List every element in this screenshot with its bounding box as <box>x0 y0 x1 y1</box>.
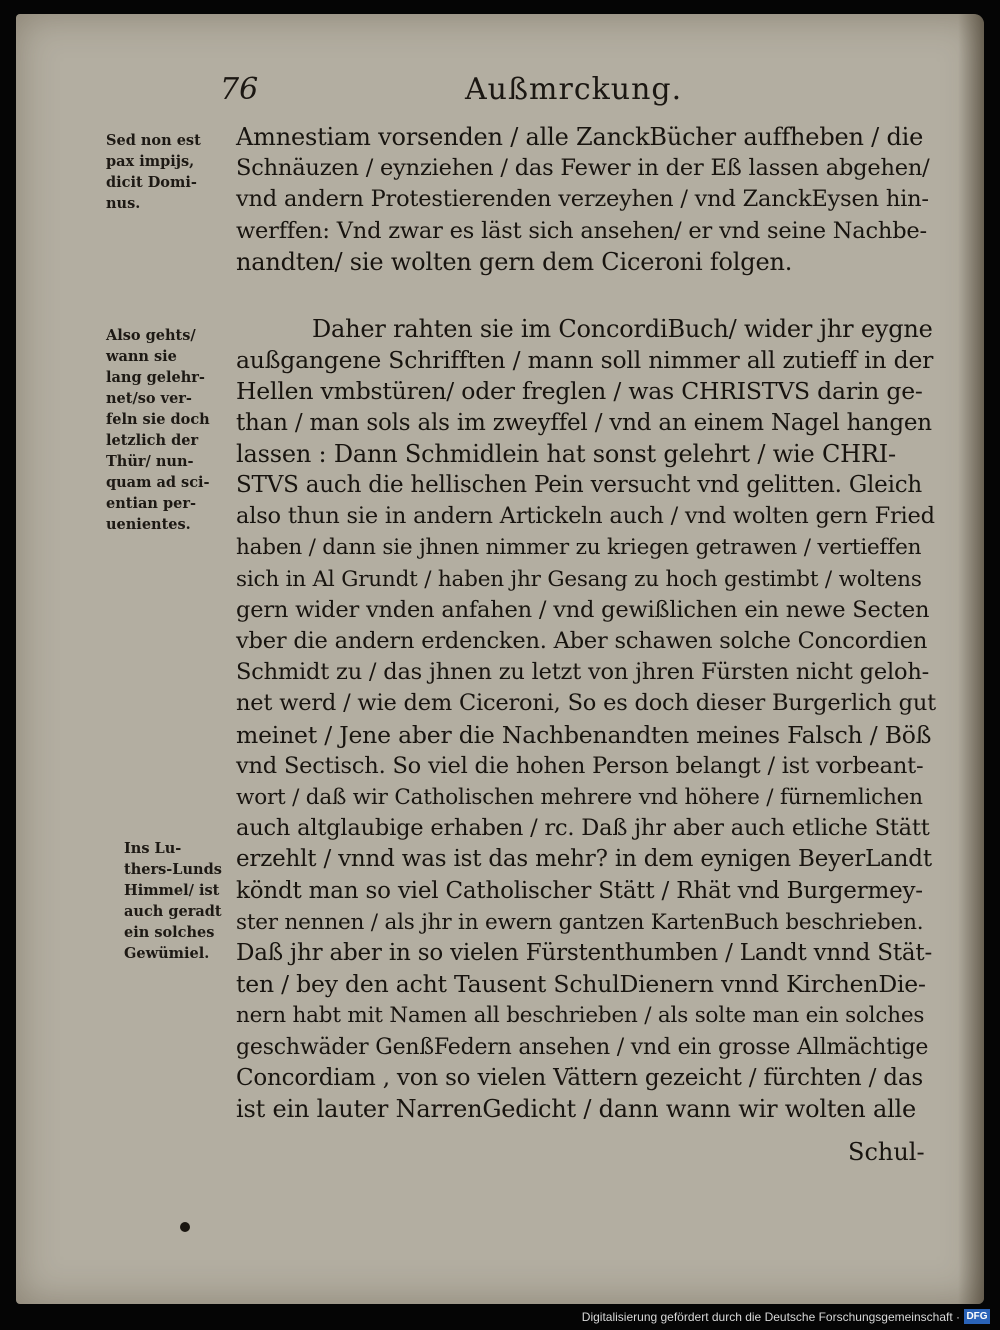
text-line: wort / daß wir Catholischen mehrere vnd höhere / fürnemlichen <box>236 785 923 811</box>
text-line: köndt man so viel Catholischer Stätt / Rhät vnd Burgermey- <box>236 877 923 904</box>
text-line: geschwäder GenßFedern ansehen / vnd ein grosse Allmächtige <box>236 1034 929 1060</box>
dfg-logo-icon: DFG <box>964 1309 990 1324</box>
catchword: Schul- <box>848 1138 925 1166</box>
margin-note-line: ein solches <box>124 924 215 941</box>
margin-note-line: quam ad sci- <box>106 474 210 491</box>
text-line: vnd andern Protestierenden verzeyhen / vnd ZanckEysen hin- <box>236 186 929 213</box>
margin-note-line: Himmel/ ist <box>124 882 220 899</box>
margin-note-1 <box>106 130 244 214</box>
text-line: nern habt mit Namen all beschrieben / als solte man ein solches <box>236 1003 925 1029</box>
margin-note-line: Ins Lu- <box>124 840 182 857</box>
text-line: vber die andern erdencken. Aber schawen solche Concordien <box>236 628 928 655</box>
text-line: vnd Sectisch. So viel die hohen Person belangt / ist vorbeant- <box>236 752 924 779</box>
text-line: ster nennen / als jhr in ewern gantzen KartenBuch beschrieben. <box>236 909 924 935</box>
text-line: Schmidt zu / das jhnen zu letzt von jhren Fürsten nicht geloh- <box>236 659 930 686</box>
margin-note-line: uenientes. <box>106 516 191 533</box>
text-line: net werd / wie dem Ciceroni, So es doch dieser Burgerlich gut <box>236 690 936 717</box>
margin-note-line: thers-Lunds <box>124 861 222 878</box>
text-line: ist ein lauter NarrenGedicht / dann wann wir wolten alle <box>236 1095 917 1124</box>
margin-note-line: entian per- <box>106 495 196 512</box>
text-line: ten / bey den acht Tausent SchulDienern vnnd KirchenDie- <box>236 970 926 999</box>
text-line: meinet / Jene aber die Nachbenandten meines Falsch / Böß <box>236 720 932 749</box>
text-line: Daß jhr aber in so vielen Fürstenthumben / Landt vnnd Stät- <box>236 940 933 967</box>
margin-note-line: feln sie doch <box>106 411 210 428</box>
margin-note-line: letzlich der <box>106 432 199 449</box>
body-paragraph-2 <box>236 314 936 1125</box>
page-edge-shadow <box>958 14 984 1304</box>
margin-note-line: Gewümiel. <box>124 945 210 962</box>
margin-note-line: Also gehts/ <box>106 327 196 344</box>
text-line: Hellen vmbstüren/ oder freglen / was CHRISTVS darin ge- <box>236 377 923 406</box>
text-line: Concordiam , von so vielen Vättern gezeicht / fürchten / das <box>236 1064 923 1091</box>
text-line: sich in Al Grundt / haben jhr Gesang zu hoch gestimbt / woltens <box>236 566 922 592</box>
text-line: also thun sie in andern Artickeln auch / vnd wolten gern Fried <box>236 503 935 530</box>
margin-note-line: nus. <box>106 195 141 212</box>
margin-note-line: lang gelehr- <box>106 369 205 386</box>
text-line: Schnäuzen / eynziehen / das Fewer in der Eß lassen abgehen/ <box>236 155 930 182</box>
footer-credit: Digitalisierung gefördert durch die Deutsche Forschungsgemeinschaft · <box>581 1310 960 1324</box>
text-line: gern wider vnden anfahen / vnd gewißlichen ein newe Secten <box>236 596 930 623</box>
page-hole-mark <box>180 1222 190 1232</box>
margin-note-line: Thür/ nun- <box>106 453 194 470</box>
page-number: 76 <box>220 72 259 107</box>
margin-note-line: pax impijs, <box>106 153 195 170</box>
text-line: erzehlt / vnnd was ist das mehr? in dem eynigen BeyerLandt <box>236 846 932 873</box>
margin-note-line: dicit Domi- <box>106 174 197 191</box>
margin-note-line: auch geradt <box>124 903 222 920</box>
text-line: lassen : Dann Schmidlein hat sonst gelehrt / wie CHRI- <box>236 439 896 468</box>
text-line: Amnestiam vorsenden / alle ZanckBücher auffheben / die <box>236 123 924 151</box>
text-line: außgangene Schrifften / mann soll nimmer all zutieff in der <box>236 346 934 375</box>
running-title: Außmrckung. <box>465 72 683 107</box>
margin-note-line: Sed non est <box>106 132 201 149</box>
text-line: nandten/ sie wolten gern dem Ciceroni folgen. <box>236 247 793 276</box>
text-line: than / man sols als im zweyffel / vnd an einem Nagel hangen <box>236 409 932 436</box>
body-paragraph-1 <box>236 122 936 278</box>
text-line: haben / dann sie jhnen nimmer zu kriegen getrawen / vertieffen <box>236 535 922 561</box>
margin-note-2 <box>106 325 244 535</box>
margin-note-line: wann sie <box>106 348 177 365</box>
text-line: STVS auch die hellischen Pein versucht vnd gelitten. Gleich <box>236 472 923 499</box>
text-line: werffen: Vnd zwar es läst sich ansehen/ er vnd seine Nachbe- <box>236 217 927 244</box>
text-line: Daher rahten sie im ConcordiBuch/ wider jhr eygne <box>312 315 933 343</box>
text-line: auch altglaubige erhaben / rc. Daß jhr aber auch etliche Stätt <box>236 815 930 842</box>
margin-note-line: net/so ver- <box>106 390 192 407</box>
